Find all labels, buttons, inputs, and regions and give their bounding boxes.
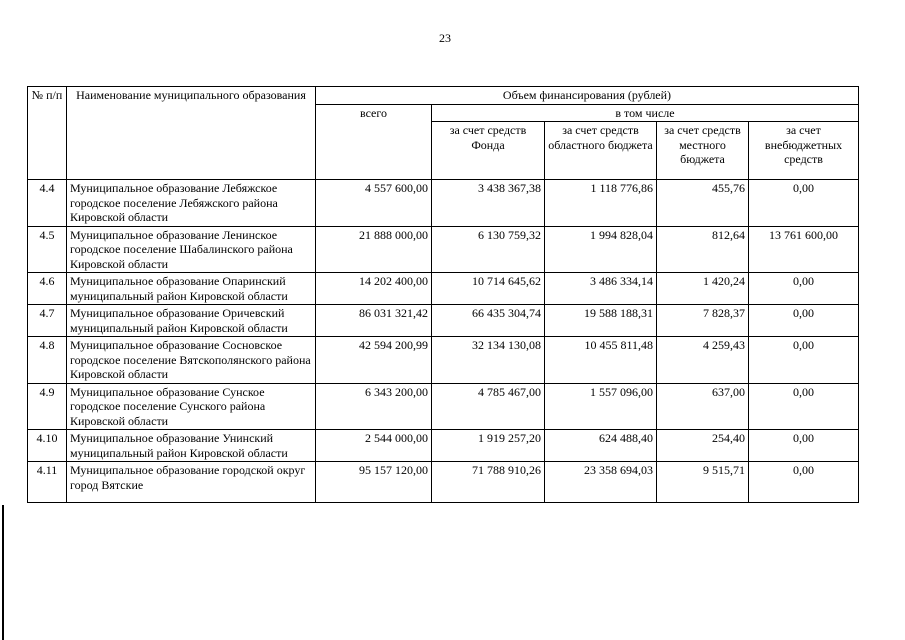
row-index: 4.10 [28,430,67,462]
row-total: 14 202 400,00 [316,273,432,305]
row-index: 4.9 [28,383,67,430]
row-municipality-name: Муниципальное образование Сунское городское поселение Сунского района Кировской области [67,383,316,430]
row-regional-budget: 19 588 188,31 [545,305,657,337]
table-row [28,462,859,503]
row-municipality-name: Муниципальное образование Унинский муниципальный район Кировской области [67,430,316,462]
row-local-budget: 812,64 [657,226,749,273]
row-fund: 1 919 257,20 [432,430,545,462]
row-extrabudgetary: 0,00 [749,462,859,503]
row-local-budget: 9 515,71 [657,462,749,503]
row-index: 4.7 [28,305,67,337]
row-index: 4.5 [28,226,67,273]
header-regional: за счет средств областного бюджета [545,122,657,180]
row-index: 4.4 [28,180,67,227]
table-row [28,273,859,305]
row-fund: 10 714 645,62 [432,273,545,305]
row-fund: 71 788 910,26 [432,462,545,503]
row-extrabudgetary: 0,00 [749,337,859,384]
table-row [28,180,859,227]
row-fund: 4 785 467,00 [432,383,545,430]
row-total: 95 157 120,00 [316,462,432,503]
financing-table [27,86,859,503]
header-including: в том числе [432,104,859,122]
row-fund: 32 134 130,08 [432,337,545,384]
row-local-budget: 637,00 [657,383,749,430]
page-number: 23 [439,31,451,45]
row-municipality-name: Муниципальное образование Оричевский муниципальный район Кировской области [67,305,316,337]
row-fund: 3 438 367,38 [432,180,545,227]
row-municipality-name: Муниципальное образование городской округ город Вятские [67,462,316,503]
row-extrabudgetary: 0,00 [749,273,859,305]
header-local: за счет средств местного бюджета [657,122,749,180]
header-index: № п/п [28,87,67,180]
row-local-budget: 7 828,37 [657,305,749,337]
header-name: Наименование муниципального образования [67,87,316,180]
table-row [28,383,859,430]
row-municipality-name: Муниципальное образование Ленинское городское поселение Шабалинского района Кировской области [67,226,316,273]
row-extrabudgetary: 13 761 600,00 [749,226,859,273]
row-index: 4.8 [28,337,67,384]
row-regional-budget: 1 557 096,00 [545,383,657,430]
row-total: 4 557 600,00 [316,180,432,227]
row-total: 2 544 000,00 [316,430,432,462]
table-row [28,305,859,337]
row-total: 42 594 200,99 [316,337,432,384]
row-extrabudgetary: 0,00 [749,430,859,462]
table-row [28,226,859,273]
row-index: 4.6 [28,273,67,305]
row-regional-budget: 10 455 811,48 [545,337,657,384]
margin-line [2,505,4,640]
row-extrabudgetary: 0,00 [749,305,859,337]
row-municipality-name: Муниципальное образование Сосновское городское поселение Вятскополянского района Кировской области [67,337,316,384]
row-fund: 66 435 304,74 [432,305,545,337]
row-regional-budget: 624 488,40 [545,430,657,462]
table-row [28,337,859,384]
row-fund: 6 130 759,32 [432,226,545,273]
row-total: 86 031 321,42 [316,305,432,337]
row-regional-budget: 23 358 694,03 [545,462,657,503]
row-local-budget: 455,76 [657,180,749,227]
row-municipality-name: Муниципальное образование Лебяжское городское поселение Лебяжского района Кировской области [67,180,316,227]
row-local-budget: 254,40 [657,430,749,462]
header-total: всего [316,104,432,180]
row-regional-budget: 1 118 776,86 [545,180,657,227]
row-extrabudgetary: 0,00 [749,383,859,430]
row-total: 21 888 000,00 [316,226,432,273]
row-local-budget: 4 259,43 [657,337,749,384]
row-extrabudgetary: 0,00 [749,180,859,227]
header-fund: за счет средств Фонда [432,122,545,180]
row-municipality-name: Муниципальное образование Опаринский муниципальный район Кировской области [67,273,316,305]
row-total: 6 343 200,00 [316,383,432,430]
table-row [28,430,859,462]
row-local-budget: 1 420,24 [657,273,749,305]
header-funding: Объем финансирования (рублей) [316,87,859,105]
row-regional-budget: 3 486 334,14 [545,273,657,305]
header-extra: за счет внебюджетных средств [749,122,859,180]
row-regional-budget: 1 994 828,04 [545,226,657,273]
row-index: 4.11 [28,462,67,503]
